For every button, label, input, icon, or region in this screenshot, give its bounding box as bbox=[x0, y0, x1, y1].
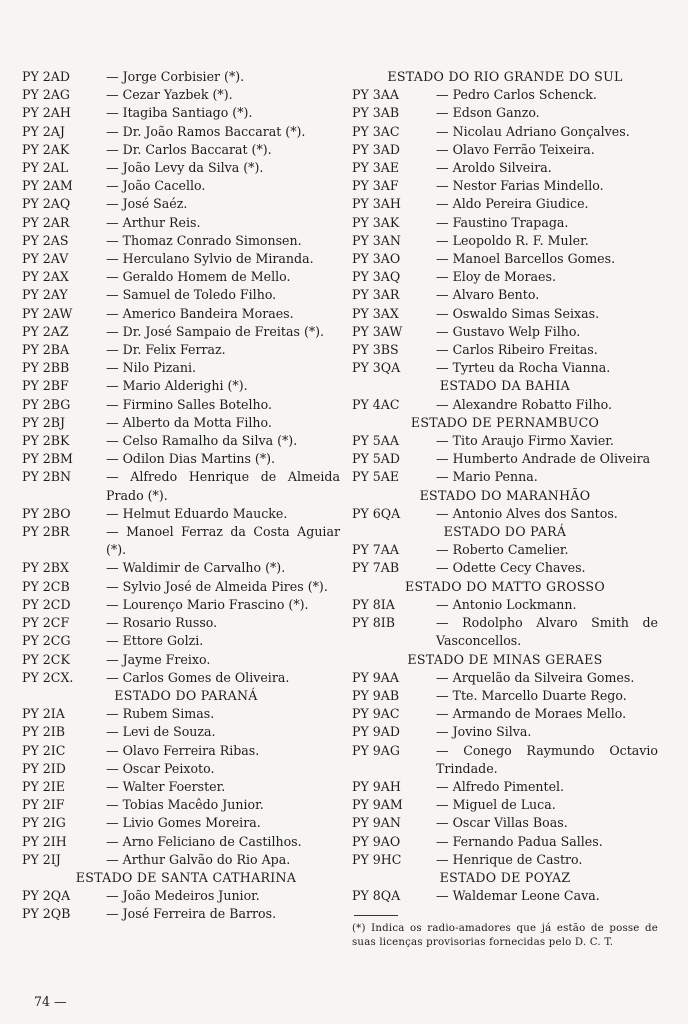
state-heading: ESTADO DO PARANÁ bbox=[114, 687, 258, 703]
callsign-entry bbox=[22, 851, 340, 869]
callsign-code: PY 7AA bbox=[352, 542, 399, 558]
callsign-entry bbox=[22, 123, 340, 141]
operator-name: — Henrique de Castro. bbox=[436, 851, 583, 867]
operator-name: — Pedro Carlos Schenck. bbox=[436, 87, 597, 103]
callsign-entry bbox=[22, 578, 340, 596]
callsign-entry bbox=[22, 505, 340, 523]
callsign-code: PY 2AX bbox=[22, 269, 69, 285]
operator-name: — Samuel de Toledo Filho. bbox=[106, 287, 277, 303]
callsign-entry bbox=[22, 760, 340, 778]
callsign-entry bbox=[352, 778, 658, 796]
right-column bbox=[352, 68, 658, 950]
callsign-entry bbox=[22, 414, 340, 432]
operator-name: — Fernando Padua Salles. bbox=[436, 833, 603, 849]
callsign-entry bbox=[352, 432, 658, 450]
callsign-entry bbox=[352, 232, 658, 250]
callsign-code: PY 2IC bbox=[22, 742, 66, 758]
callsign-entry bbox=[352, 305, 658, 323]
callsign-entry bbox=[352, 505, 658, 523]
callsign-code: PY 2CG bbox=[22, 633, 71, 649]
callsign-code: PY 3AO bbox=[352, 251, 401, 267]
operator-name: — Ettore Golzi. bbox=[106, 633, 204, 649]
callsign-code: PY 7AB bbox=[352, 560, 400, 576]
operator-name: — Alberto da Motta Filho. bbox=[106, 414, 272, 430]
operator-name: — Miguel de Luca. bbox=[436, 797, 556, 813]
operator-name: — Conego Raymundo Octavio Trindade. bbox=[436, 742, 658, 776]
callsign-entry bbox=[22, 359, 340, 377]
operator-name: — Antonio Alves dos Santos. bbox=[436, 505, 618, 521]
state-heading: ESTADO DE PERNAMBUCO bbox=[410, 414, 600, 430]
callsign-code: PY 2AV bbox=[22, 251, 69, 267]
callsign-code: PY 2AW bbox=[22, 305, 73, 321]
callsign-entry bbox=[352, 450, 658, 468]
operator-name: — Oscar Villas Boas. bbox=[436, 815, 568, 831]
callsign-code: PY 9HC bbox=[352, 851, 402, 867]
callsign-entry bbox=[22, 559, 340, 577]
callsign-code: PY 3AF bbox=[352, 178, 399, 194]
operator-name: — Jovino Silva. bbox=[436, 724, 532, 740]
operator-name: — Faustino Trapaga. bbox=[436, 214, 569, 230]
operator-name: — Helmut Eduardo Maucke. bbox=[106, 505, 288, 521]
callsign-entry bbox=[22, 651, 340, 669]
right-column-list bbox=[352, 68, 658, 905]
callsign-code: PY 4AC bbox=[352, 396, 400, 412]
operator-name: — Dr. Felix Ferraz. bbox=[106, 342, 226, 358]
callsign-entry bbox=[352, 814, 658, 832]
operator-name: — Americo Bandeira Moraes. bbox=[106, 305, 294, 321]
callsign-code: PY 2IF bbox=[22, 797, 65, 813]
operator-name: — Tito Araujo Firmo Xavier. bbox=[436, 433, 614, 449]
callsign-code: PY 8QA bbox=[352, 888, 401, 904]
callsign-code: PY 3AD bbox=[352, 141, 400, 157]
operator-name: — Jayme Freixo. bbox=[106, 651, 211, 667]
callsign-code: PY 2BJ bbox=[22, 414, 66, 430]
callsign-entry bbox=[22, 814, 340, 832]
operator-name: — Tte. Marcello Duarte Rego. bbox=[436, 687, 627, 703]
operator-name: — Firmino Salles Botelho. bbox=[106, 396, 273, 412]
callsign-entry bbox=[352, 851, 658, 869]
callsign-code: PY 2AY bbox=[22, 287, 68, 303]
callsign-code: PY 2QB bbox=[22, 906, 71, 922]
state-heading: ESTADO DE MINAS GERAES bbox=[407, 651, 603, 667]
callsign-code: PY 9AO bbox=[352, 833, 401, 849]
operator-name: — Olavo Ferreira Ribas. bbox=[106, 742, 260, 758]
operator-name: — Thomaz Conrado Simonsen. bbox=[106, 232, 302, 248]
callsign-entry bbox=[22, 432, 340, 450]
operator-name: — Tyrteu da Rocha Vianna. bbox=[436, 360, 611, 376]
callsign-code: PY 2AD bbox=[22, 69, 70, 84]
callsign-code: PY 2BX bbox=[22, 560, 70, 576]
callsign-entry bbox=[352, 396, 658, 414]
callsign-code: PY 9AM bbox=[352, 797, 403, 813]
callsign-code: PY 2IG bbox=[22, 815, 66, 831]
callsign-code: PY 2AL bbox=[22, 160, 69, 176]
callsign-entry bbox=[22, 468, 340, 504]
operator-name: — Celso Ramalho da Silva (*). bbox=[106, 433, 298, 449]
callsign-entry bbox=[352, 177, 658, 195]
callsign-entry bbox=[22, 286, 340, 304]
callsign-entry bbox=[352, 268, 658, 286]
operator-name: — Manoel Ferraz da Costa Aguiar (*). bbox=[106, 524, 340, 558]
callsign-code: PY 2BA bbox=[22, 342, 70, 358]
callsign-code: PY 2CK bbox=[22, 651, 70, 667]
callsign-entry bbox=[22, 250, 340, 268]
callsign-entry bbox=[352, 123, 658, 141]
callsign-code: PY 6QA bbox=[352, 505, 401, 521]
callsign-entry bbox=[22, 104, 340, 122]
operator-name: — Levi de Souza. bbox=[106, 724, 216, 740]
operator-name: — Eloy de Moraes. bbox=[436, 269, 556, 285]
callsign-entry bbox=[22, 177, 340, 195]
operator-name: — Waldimir de Carvalho (*). bbox=[106, 560, 286, 576]
callsign-entry bbox=[22, 887, 340, 905]
callsign-code: PY 3AN bbox=[352, 232, 401, 248]
callsign-code: PY 2AR bbox=[22, 214, 70, 230]
operator-name: — Tobias Macêdo Junior. bbox=[106, 797, 264, 813]
callsign-entry bbox=[352, 596, 658, 614]
callsign-entry bbox=[22, 523, 340, 559]
callsign-entry bbox=[22, 669, 340, 687]
callsign-entry bbox=[22, 195, 340, 213]
callsign-code: PY 2IH bbox=[22, 833, 67, 849]
callsign-entry bbox=[352, 341, 658, 359]
operator-name: — Nilo Pizani. bbox=[106, 360, 197, 376]
operator-name: — Alfredo Henrique de Almeida Prado (*). bbox=[106, 469, 340, 503]
callsign-code: PY 3AQ bbox=[352, 269, 401, 285]
callsign-entry bbox=[22, 232, 340, 250]
callsign-code: PY 3AX bbox=[352, 305, 399, 321]
operator-name: — Armando de Moraes Mello. bbox=[436, 706, 627, 722]
callsign-code: PY 5AE bbox=[352, 469, 400, 485]
operator-name: — Manoel Barcellos Gomes. bbox=[436, 251, 616, 267]
operator-name: — Alexandre Robatto Filho. bbox=[436, 396, 613, 412]
callsign-entry bbox=[22, 341, 340, 359]
operator-name: — Dr. João Ramos Baccarat (*). bbox=[106, 123, 306, 139]
operator-name: — Arno Feliciano de Castilhos. bbox=[106, 833, 302, 849]
callsign-code: PY 3BS bbox=[352, 342, 399, 358]
operator-name: — Oswaldo Simas Seixas. bbox=[436, 305, 600, 321]
callsign-entry bbox=[352, 86, 658, 104]
callsign-entry bbox=[352, 286, 658, 304]
callsign-code: PY 9AC bbox=[352, 706, 400, 722]
callsign-entry bbox=[22, 396, 340, 414]
operator-name: — Alfredo Pimentel. bbox=[436, 778, 565, 794]
callsign-code: PY 2IE bbox=[22, 778, 65, 794]
operator-name: — Antonio Lockmann. bbox=[436, 596, 577, 612]
callsign-entry bbox=[352, 687, 658, 705]
callsign-entry bbox=[352, 705, 658, 723]
callsign-code: PY 2CB bbox=[22, 578, 70, 594]
operator-name: — Odette Cecy Chaves. bbox=[436, 560, 586, 576]
callsign-entry bbox=[352, 468, 658, 486]
callsign-code: PY 3AR bbox=[352, 287, 400, 303]
callsign-code: PY 2AS bbox=[22, 232, 69, 248]
operator-name: — Rubem Simas. bbox=[106, 706, 215, 722]
callsign-entry bbox=[22, 833, 340, 851]
callsign-code: PY 3AC bbox=[352, 123, 400, 139]
operator-name: — Arthur Reis. bbox=[106, 214, 201, 230]
operator-name: — Walter Foerster. bbox=[106, 778, 226, 794]
operator-name: — João Cacello. bbox=[106, 178, 206, 194]
callsign-code: PY 2QA bbox=[22, 888, 71, 904]
callsign-code: PY 8IA bbox=[352, 596, 395, 612]
callsign-code: PY 5AA bbox=[352, 433, 399, 449]
operator-name: — Odilon Dias Martins (*). bbox=[106, 451, 276, 467]
callsign-code: PY 2AG bbox=[22, 87, 70, 103]
callsign-code: PY 2ID bbox=[22, 760, 66, 776]
operator-name: — Geraldo Homem de Mello. bbox=[106, 269, 291, 285]
callsign-entry bbox=[352, 723, 658, 741]
callsign-code: PY 9AB bbox=[352, 687, 400, 703]
operator-name: — José Ferreira de Barros. bbox=[106, 906, 277, 922]
callsign-entry bbox=[352, 742, 658, 778]
callsign-entry bbox=[352, 541, 658, 559]
operator-name: — Jorge Corbisier (*). bbox=[106, 69, 245, 84]
callsign-entry bbox=[22, 705, 340, 723]
state-heading: ESTADO DA BAHIA bbox=[439, 378, 571, 394]
operator-name: — Carlos Gomes de Oliveira. bbox=[106, 669, 290, 685]
callsign-code: PY 9AN bbox=[352, 815, 401, 831]
callsign-code: PY 2BB bbox=[22, 360, 70, 376]
callsign-entry bbox=[22, 450, 340, 468]
callsign-code: PY 2AM bbox=[22, 178, 73, 194]
operator-name: — Mario Penna. bbox=[436, 469, 538, 485]
operator-name: — Roberto Camelier. bbox=[436, 542, 569, 558]
operator-name: — Herculano Sylvio de Miranda. bbox=[106, 251, 314, 267]
callsign-code: PY 2AZ bbox=[22, 323, 69, 339]
callsign-code: PY 2CF bbox=[22, 615, 70, 631]
operator-name: — Livio Gomes Moreira. bbox=[106, 815, 261, 831]
callsign-entry bbox=[22, 214, 340, 232]
callsign-code: PY 2BO bbox=[22, 505, 71, 521]
footnote: (*) Indica os radio-amadores que já estão de posse de suas licenças provisorias fornecidas pelo D. C. T. bbox=[352, 923, 658, 949]
operator-name: — João Levy da Silva (*). bbox=[106, 160, 264, 176]
operator-name: — Mario Alderighi (*). bbox=[106, 378, 248, 394]
callsign-entry bbox=[22, 141, 340, 159]
page-number: 74 — bbox=[34, 994, 67, 1009]
operator-name: — Leopoldo R. F. Muler. bbox=[436, 232, 589, 248]
operator-name: — Dr. Carlos Baccarat (*). bbox=[106, 141, 272, 157]
callsign-code: PY 2AH bbox=[22, 105, 71, 121]
callsign-code: PY 3AE bbox=[352, 160, 400, 176]
state-heading: ESTADO DO RIO GRANDE DO SUL bbox=[387, 69, 623, 84]
callsign-entry bbox=[22, 723, 340, 741]
operator-name: — Edson Ganzo. bbox=[436, 105, 540, 121]
operator-name: — Itagiba Santiago (*). bbox=[106, 105, 253, 121]
callsign-entry bbox=[22, 68, 340, 86]
operator-name: — Gustavo Welp Filho. bbox=[436, 323, 581, 339]
callsign-code: PY 9AH bbox=[352, 778, 401, 794]
callsign-entry bbox=[352, 887, 658, 905]
callsign-entry bbox=[22, 614, 340, 632]
state-heading: ESTADO DO MARANHÃO bbox=[419, 487, 591, 503]
callsign-entry bbox=[352, 250, 658, 268]
callsign-code: PY 3AK bbox=[352, 214, 400, 230]
callsign-entry bbox=[352, 796, 658, 814]
callsign-entry bbox=[352, 141, 658, 159]
callsign-code: PY 3AH bbox=[352, 196, 401, 212]
operator-name: — Olavo Ferrão Teixeira. bbox=[436, 141, 595, 157]
callsign-code: PY 2CX. bbox=[22, 669, 74, 685]
callsign-code: PY 2BG bbox=[22, 396, 71, 412]
operator-name: — Waldemar Leone Cava. bbox=[436, 888, 600, 904]
callsign-entry bbox=[22, 159, 340, 177]
callsign-code: PY 2IB bbox=[22, 724, 66, 740]
callsign-code: PY 9AG bbox=[352, 742, 400, 758]
operator-name: — Nestor Farias Mindello. bbox=[436, 178, 604, 194]
left-column bbox=[22, 68, 340, 924]
state-heading: ESTADO DE SANTA CATHARINA bbox=[75, 869, 297, 885]
callsign-code: PY 3AW bbox=[352, 323, 403, 339]
callsign-entry bbox=[352, 195, 658, 213]
callsign-code: PY 2AK bbox=[22, 141, 70, 157]
state-heading: ESTADO DO MATTO GROSSO bbox=[405, 578, 605, 594]
callsign-entry bbox=[22, 796, 340, 814]
callsign-entry bbox=[22, 305, 340, 323]
callsign-code: PY 2BK bbox=[22, 433, 70, 449]
operator-name: — Alvaro Bento. bbox=[436, 287, 540, 303]
callsign-code: PY 2AQ bbox=[22, 196, 71, 212]
callsign-code: PY 3QA bbox=[352, 360, 401, 376]
footnote-rule bbox=[354, 915, 398, 916]
operator-name: — Humberto Andrade de Oliveira bbox=[436, 451, 651, 467]
callsign-entry bbox=[22, 632, 340, 650]
callsign-entry bbox=[352, 214, 658, 232]
operator-name: — Lourenço Mario Frascino (*). bbox=[106, 596, 309, 612]
callsign-code: PY 9AA bbox=[352, 669, 399, 685]
operator-name: — Rosario Russo. bbox=[106, 615, 218, 631]
operator-name: — Arthur Galvão do Rio Apa. bbox=[106, 851, 291, 867]
callsign-entry bbox=[22, 86, 340, 104]
callsign-code: PY 2IA bbox=[22, 706, 65, 722]
callsign-entry bbox=[352, 323, 658, 341]
callsign-entry bbox=[22, 596, 340, 614]
operator-name: — Cezar Yazbek (*). bbox=[106, 87, 233, 103]
operator-name: — Sylvio José de Almeida Pires (*). bbox=[106, 578, 328, 594]
operator-name: — Carlos Ribeiro Freitas. bbox=[436, 342, 598, 358]
operator-name: — Nicolau Adriano Gonçalves. bbox=[436, 123, 630, 139]
callsign-code: PY 9AD bbox=[352, 724, 400, 740]
callsign-code: PY 8IB bbox=[352, 615, 396, 631]
callsign-entry bbox=[22, 742, 340, 760]
callsign-code: PY 2AJ bbox=[22, 123, 65, 139]
callsign-code: PY 5AD bbox=[352, 451, 400, 467]
callsign-entry bbox=[352, 614, 658, 650]
callsign-entry bbox=[352, 669, 658, 687]
operator-name: — Oscar Peixoto. bbox=[106, 760, 215, 776]
operator-name: — José Saéz. bbox=[106, 196, 188, 212]
callsign-entry bbox=[352, 359, 658, 377]
callsign-entry bbox=[352, 104, 658, 122]
callsign-code: PY 2CD bbox=[22, 596, 71, 612]
callsign-entry bbox=[22, 268, 340, 286]
operator-name: — Aldo Pereira Giudice. bbox=[436, 196, 589, 212]
state-heading: ESTADO DE POYAZ bbox=[439, 869, 571, 885]
callsign-entry bbox=[352, 559, 658, 577]
callsign-code: PY 2BF bbox=[22, 378, 69, 394]
callsign-entry bbox=[352, 159, 658, 177]
callsign-code: PY 3AB bbox=[352, 105, 400, 121]
operator-name: — Dr. José Sampaio de Freitas (*). bbox=[106, 323, 325, 339]
callsign-code: PY 3AA bbox=[352, 87, 399, 103]
callsign-entry bbox=[22, 323, 340, 341]
callsign-entry bbox=[22, 377, 340, 395]
callsign-code: PY 2IJ bbox=[22, 851, 61, 867]
callsign-code: PY 2BM bbox=[22, 451, 73, 467]
callsign-entry bbox=[352, 833, 658, 851]
operator-name: — Rodolpho Alvaro Smith de Vasconcellos. bbox=[436, 615, 658, 649]
callsign-entry bbox=[22, 778, 340, 796]
callsign-entry bbox=[22, 905, 340, 923]
state-heading: ESTADO DO PARÁ bbox=[443, 524, 567, 540]
callsign-code: PY 2BN bbox=[22, 469, 72, 485]
callsign-code: PY 2BR bbox=[22, 524, 70, 540]
operator-name: — Arquelão da Silveira Gomes. bbox=[436, 669, 635, 685]
operator-name: — Aroldo Silveira. bbox=[436, 160, 552, 176]
operator-name: — João Medeiros Junior. bbox=[106, 888, 260, 904]
